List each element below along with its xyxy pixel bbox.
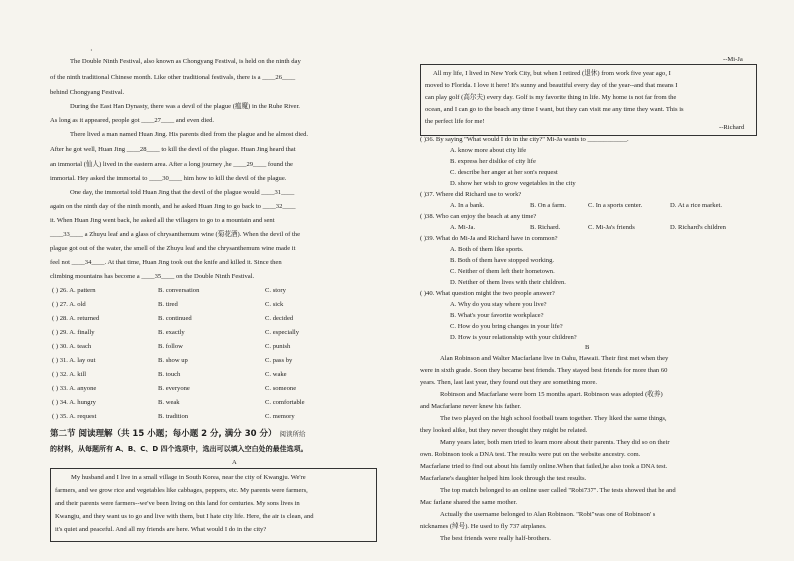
cloze-question-35 — [50, 414, 375, 424]
question-number-option-a[interactable]: ( ) 34. A. hungry — [52, 399, 96, 406]
option-c[interactable]: C. memory — [265, 413, 295, 420]
question-number-option-a[interactable]: ( ) 27. A. old — [52, 301, 86, 308]
question-number-option-a[interactable]: ( ) 31. A. lay out — [52, 357, 96, 364]
option-b[interactable]: B. conversation — [158, 287, 200, 294]
passage-c-line: feel not ____34____. At that time, Huan Jing took out the knife and killed it. Since then — [50, 259, 282, 266]
option-c[interactable]: C. comfortable — [265, 399, 305, 406]
question-number-option-a[interactable]: ( ) 30. A. teach — [52, 343, 92, 350]
passage-b-line: and Macfarlane never knew his father. — [420, 403, 522, 410]
question-38: ( )38. Who can enjoy the beach at any time? — [420, 213, 537, 220]
box-a-line: it's quiet and peaceful. And all my friends are here. What would I do in the city? — [55, 526, 267, 533]
passage-b-line: Robinson and Macfarlane were born 15 months apart. Robinson was adopted (收养) — [440, 391, 663, 398]
passage-b-line: Many years later, both men tried to learn more about their parents. They did so on their — [440, 439, 670, 446]
passage-c-line: plague got out of the water, the smell of the Zhuyu leaf and the chrysanthemum wine made it — [50, 245, 296, 252]
cloze-question-33 — [50, 386, 375, 396]
passage-c-line: During the East Han Dynasty, there was a devil of the plague (瘟魔) in the Ruhe River. — [70, 103, 300, 110]
passage-c-line: climbing mountains has become a ____35____ on the Double Ninth Festival. — [50, 273, 255, 280]
passage-b-line: The top match belonged to an online user called "Robi737". The tests showed that he and — [440, 487, 676, 494]
signature-mi-ja: --Mi-Ja — [723, 56, 743, 63]
passage-c-line: There lived a man named Huan Jing. His parents died from the plague and he almost died. — [70, 131, 309, 138]
cloze-question-30 — [50, 344, 375, 354]
passage-b-line: The two played on the high school football team together. They liked the same things, — [440, 415, 667, 422]
passage-c-line: The Double Ninth Festival, also known as Chongyang Festival, is held on the ninth day — [70, 58, 301, 65]
option-c[interactable]: C. sick — [265, 301, 284, 308]
option-40a[interactable]: A. Why do you stay where you live? — [450, 301, 547, 308]
passage-b-line: they looked alike, but they never thought they might be related. — [420, 427, 588, 434]
box-b-line: can play golf (高尔夫) every day. Golf is my favorite thing in life. My home is not far from the — [425, 94, 677, 101]
question-number-option-a[interactable]: ( ) 29. A. finally — [52, 329, 95, 336]
option-b[interactable]: B. tired — [158, 301, 178, 308]
option-c[interactable]: C. someone — [265, 385, 297, 392]
passage-b-line: Macfarlane tried to find out about his family online.When that failed,he also took a DNA test. — [420, 463, 668, 470]
option-39d[interactable]: D. Neither of them lives with their children. — [450, 279, 566, 286]
cloze-question-31 — [50, 358, 375, 368]
option-37a[interactable]: A. In a bank. — [450, 202, 485, 209]
passage-c-line: After he got well, Huan Jing ____28____ to kill the devil of the plague. Huan Jing heard that — [50, 146, 296, 153]
option-b[interactable]: B. show up — [158, 357, 188, 364]
passage-c-line: again on the ninth day of the ninth month, and he asked Huan Jing to go back to ____32____ — [50, 203, 296, 210]
passage-c-line: of the ninth traditional Chinese month. Like other traditional festivals, there is a ____26____ — [50, 74, 296, 81]
passage-c-line: As long as it appeared, people got ____27____ and even died. — [50, 117, 215, 124]
passage-b-line: nicknames (绰号). He used to fly 737 airplanes. — [420, 523, 547, 530]
option-b[interactable]: B. continued — [158, 315, 192, 322]
question-number-option-a[interactable]: ( ) 35. A. request — [52, 413, 97, 420]
cloze-question-29 — [50, 330, 375, 340]
option-37c[interactable]: C. In a sports center. — [588, 202, 643, 209]
option-b[interactable]: B. everyone — [158, 385, 190, 392]
option-c[interactable]: C. punish — [265, 343, 291, 350]
option-40b[interactable]: B. What's your favorite workplace? — [450, 312, 544, 319]
passage-b-line: Alan Robinson and Walter Macfarlane live in Oahu, Hawaii. Their first met when they — [440, 355, 669, 362]
passage-b-line: were in sixth grade. Soon they became best friends. They stayed best friends for more than 60 — [420, 367, 668, 374]
option-37d[interactable]: D. At a rice market. — [670, 202, 722, 209]
passage-b-line: Macfarlane's daughter helped him look through the test results. — [420, 475, 587, 482]
question-number-option-a[interactable]: ( ) 32. A. kill — [52, 371, 87, 378]
box-b-line: the perfect life for me! — [425, 118, 485, 125]
option-b[interactable]: B. weak — [158, 399, 180, 406]
passage-c-line: ____33____ a Zhuyu leaf and a glass of chrysanthemum wine (菊花酒). When the devil of the — [50, 231, 301, 238]
signature-richard: --Richard — [719, 124, 745, 131]
question-number-option-a[interactable]: ( ) 28. A. returned — [52, 315, 100, 322]
option-37b[interactable]: B. On a farm. — [530, 202, 567, 209]
option-c[interactable]: C. pass by — [265, 357, 293, 364]
box-b-line: moved to Florida. I love it here! It's sunny and beautiful every day of the year--and that means I — [425, 82, 678, 89]
cloze-question-28 — [50, 316, 375, 326]
section-2-heading — [50, 430, 305, 439]
cloze-question-26 — [50, 288, 375, 298]
option-c[interactable]: C. decided — [265, 315, 294, 322]
option-38d[interactable]: D. Richard's children — [670, 224, 726, 231]
box-a-line: Kwangju, and they want us to go and live with them, but I hate city life. Here, the air is clean, and — [55, 513, 314, 520]
question-37: ( )37. Where did Richard use to work? — [420, 191, 522, 198]
option-36b[interactable]: B. express her dislike of city life — [450, 158, 536, 165]
box-a-line: My husband and I live in a small village in South Korea, near the city of Kwangju. We're — [71, 474, 306, 481]
question-36: ( )36. By saying "What would I do in the city?" Mi-Ja wants to ____________. — [420, 136, 629, 143]
option-c[interactable]: C. story — [265, 287, 286, 294]
option-39b[interactable]: B. Both of them have stopped working. — [450, 257, 555, 264]
passage-c-line: an immortal (仙人) lived in the eastern area. After a long journey ,he ____29____ found the — [50, 161, 293, 168]
section-2-title: 第二节 阅读理解（共 15 小题；每小题 2 分, 满分 30 分） — [50, 429, 277, 439]
option-36c[interactable]: C. describe her anger at her son's request — [450, 169, 558, 176]
passage-a-label: A — [232, 459, 237, 466]
passage-b-line: years. Then, last last year, they found out they are something more. — [420, 379, 598, 386]
passage-b-line: Actually the username belonged to Alan Robinson. "Robi"was one of Robinson' s — [440, 511, 656, 518]
passage-a-box — [50, 468, 377, 542]
box-b-line: All my life, I lived in New York City, but when I retired (退休) from work five year ago, I — [433, 70, 671, 77]
option-c[interactable]: C. especially — [265, 329, 300, 336]
question-number-option-a[interactable]: ( ) 26. A. pattern — [52, 287, 96, 294]
section-2-instruction-a: 阅读所给 — [279, 430, 306, 438]
box-a-line: farmers, and we grow rice and vegetables like cabbages, peppers, etc. My parents were farmers, — [55, 487, 308, 494]
box-a-line: and their parents were farmers--we've been living on this land for centuries. My sons lives in — [55, 500, 300, 507]
option-b[interactable]: B. tradition — [158, 413, 189, 420]
option-39a[interactable]: A. Both of them like sports. — [450, 246, 524, 253]
option-39c[interactable]: C. Neither of them left their hometown. — [450, 268, 555, 275]
option-40d[interactable]: D. How is your relationship with your children? — [450, 334, 577, 341]
option-36a[interactable]: A. know more about city life — [450, 147, 527, 154]
passage-b-line: The best friends were really half-brothers. — [440, 535, 551, 542]
cloze-question-27 — [50, 302, 375, 312]
box-b-line: ocean, and I can go to the beach any time I want, but they can visit me any time they want. This is — [425, 106, 684, 113]
question-39: ( )39. What do Mi-Ja and Richard have in common? — [420, 235, 558, 242]
question-number-option-a[interactable]: ( ) 33. A. anyone — [52, 385, 97, 392]
option-38a[interactable]: A. Mi-Ja. — [450, 224, 476, 231]
passage-b-line: Mac farlane shared the same mother. — [420, 499, 518, 506]
passage-b-label: B — [585, 344, 590, 351]
option-40c[interactable]: C. How do you bring changes in your life? — [450, 323, 563, 330]
option-38c[interactable]: C. Mi-Ja's friends — [588, 224, 635, 231]
option-b[interactable]: B. exactly — [158, 329, 185, 336]
option-b[interactable]: B. touch — [158, 371, 181, 378]
passage-c-line: immortal. Hey asked the immortal to ____30____ him how to kill the devil of the plague. — [50, 175, 287, 182]
passage-b-line: own. Robinson took a DNA test. The results were put on the website ancestry. com. — [420, 451, 641, 458]
option-c[interactable]: C. wake — [265, 371, 287, 378]
passage-c-line: it. When Huan Jing went back, he asked all the villagers to go to a mountain and sent — [50, 217, 275, 224]
section-2-instruction: 的材料，从每题所有 A、B、C、D 四个选项中，选出可以填入空白处的最佳选项。 — [50, 445, 308, 453]
cloze-question-32 — [50, 372, 375, 382]
option-b[interactable]: B. follow — [158, 343, 183, 350]
passage-b-box — [420, 64, 757, 136]
option-38b[interactable]: B. Richard. — [530, 224, 561, 231]
question-40: ( )40. What question might the two people answer? — [420, 290, 555, 297]
passage-c-line: One day, the immortal told Huan Jing that the devil of the plague would ____31____ — [70, 189, 295, 196]
option-36d[interactable]: D. show her wish to grow vegetables in the city — [450, 180, 576, 187]
scan-dot: · — [90, 46, 93, 55]
cloze-question-34 — [50, 400, 375, 410]
passage-c-line: behind Chongyang Festival. — [50, 89, 125, 96]
